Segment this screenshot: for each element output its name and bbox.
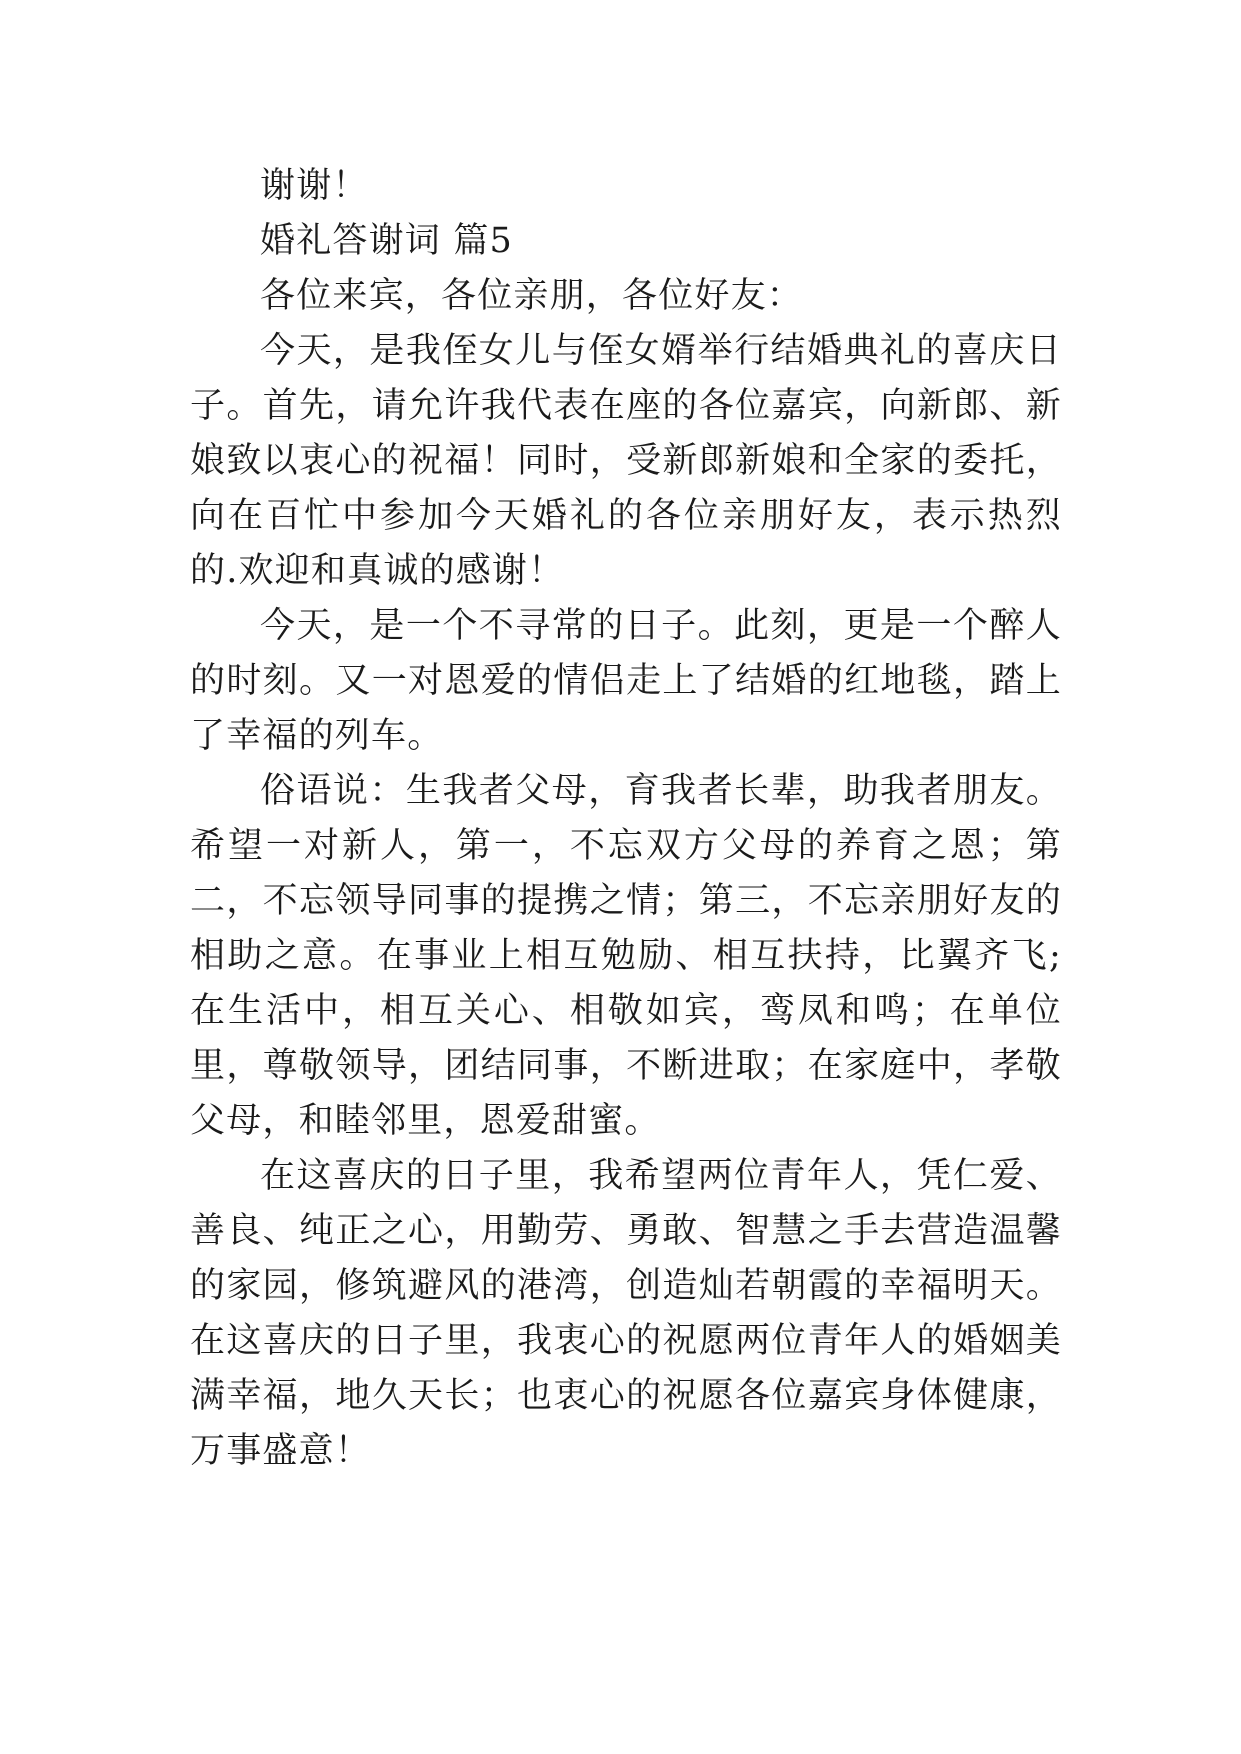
salutation: 各位来宾，各位亲朋，各位好友： bbox=[260, 276, 804, 316]
paragraph-wishes: 俗语说：生我者父母，育我者长辈，助我者朋友。希望一对新人，第一，不忘双方父母的养育之恩；第二，不忘领导同事的提携之情；第三，不忘亲朋好友的相助之意。在事业上相互勉励、相互扶持，比翼齐飞;在生活中，相互关心、相敬如宾，鸾凤和鸣；在单位里，尊敬领导，团结同事，不断进取；在家庭中，孝敬父母，和睦邻里，恩爱甜蜜。 bbox=[190, 771, 1062, 1141]
closing-thanks: 谢谢！ bbox=[260, 166, 369, 206]
paragraph-occasion: 今天，是一个不寻常的日子。此刻，更是一个醉人的时刻。又一对恩爱的情侣走上了结婚的红地毯，踏上了幸福的列车。 bbox=[190, 606, 1062, 756]
paragraph-blessing: 在这喜庆的日子里，我希望两位青年人，凭仁爱、善良、纯正之心，用勤劳、勇敢、智慧之手去营造温馨的家园，修筑避风的港湾，创造灿若朝霞的幸福明天。在这喜庆的日子里，我衷心的祝愿两位青年人的婚姻美满幸福，地久天长；也衷心的祝愿各位嘉宾身体健康，万事盛意！ bbox=[190, 1156, 1062, 1471]
paragraph-welcome: 今天，是我侄女儿与侄女婿举行结婚典礼的喜庆日子。首先，请允许我代表在座的各位嘉宾，向新郎、新娘致以衷心的祝福！同时，受新郎新娘和全家的委托，向在百忙中参加今天婚礼的各位亲朋好友，表示热烈的.欢迎和真诚的感谢！ bbox=[190, 331, 1062, 591]
document-body bbox=[190, 159, 1062, 1479]
section-heading: 婚礼答谢词 篇5 bbox=[260, 221, 513, 261]
